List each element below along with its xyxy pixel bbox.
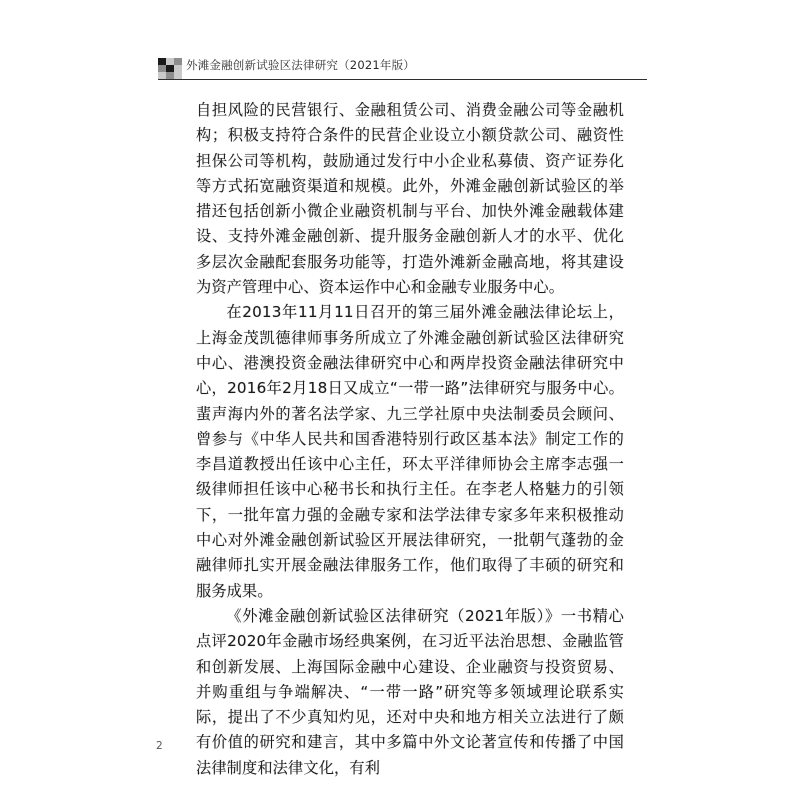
- running-head-title: 外滩金融创新试验区法律研究（2021年版）: [186, 58, 415, 72]
- running-head-rule: [158, 79, 647, 80]
- page-number: 2: [156, 740, 163, 752]
- page-body-text: [196, 98, 624, 781]
- body-paragraph-2: 在2013年11月11日召开的第三届外滩金融法律论坛上，上海金茂凯德律师事务所成立了外滩金融创新试验区法律研究中心、港澳投资金融法律研究中心和两岸投资金融法律研究中心，2016年2月18日又成立“一带一路”法律研究与服务中心。蜚声海内外的著名法学家、九三学社原中央法制委员会顾问、曾参与《中华人民共和国香港特别行政区基本法》制定工作的李昌道教授出任该中心主任，环太平洋律师协会主席李志强一级律师担任该中心秘书长和执行主任。在李老人格魅力的引领下，一批年富力强的金融专家和法学法律专家多年来积极推动中心对外滩金融创新试验区开展法律研究，一批朝气蓬勃的金融律师扎实开展金融法律服务工作，他们取得了丰硕的研究和服务成果。: [196, 303, 624, 600]
- checkerboard-ornament-icon: [158, 58, 182, 78]
- body-paragraph-1: 自担风险的民营银行、金融租赁公司、消费金融公司等金融机构；积极支持符合条件的民营企业设立小额贷款公司、融资性担保公司等机构，鼓励通过发行中小企业私募债、资产证券化等方式拓宽融资渠道和规模。此外，外滩金融创新试验区的举措还包括创新小微企业融资机制与平台、加快外滩金融载体建设、支持外滩金融创新、提升服务金融创新人才的水平、优化多层次金融配套服务功能等，打造外滩新金融高地，将其建设为资产管理中心、资本运作中心和金融专业服务中心。: [196, 101, 624, 297]
- body-paragraph-3: 《外滩金融创新试验区法律研究（2021年版）》一书精心点评2020年金融市场经典案例，在习近平法治思想、金融监管和创新发展、上海国际金融中心建设、企业融资与投资贸易、并购重组与争端解决、“一带一路”研究等多领域理论联系实际，提出了不少真知灼见，还对中央和地方相关立法进行了颇有价值的研究和建言，其中多篇中外文论著宣传和传播了中国法律制度和法律文化，有利: [196, 606, 624, 777]
